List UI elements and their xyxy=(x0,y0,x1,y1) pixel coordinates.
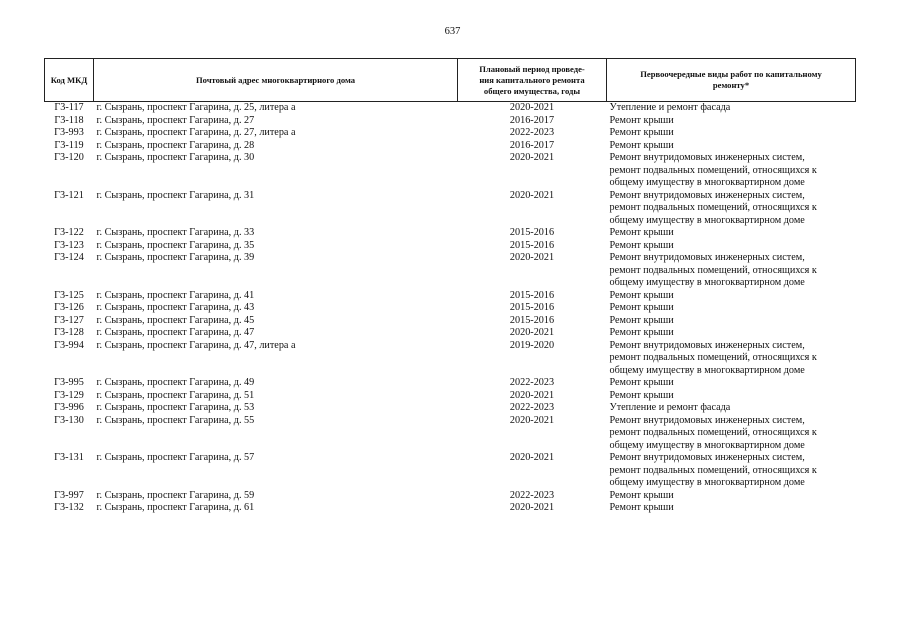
cell-works xyxy=(607,452,856,490)
table-row xyxy=(45,140,856,153)
cell-code: Г3-994 xyxy=(54,339,84,351)
table-row xyxy=(45,452,856,490)
cell-code: Г3-997 xyxy=(54,489,84,501)
cell-address: г. Сызрань, проспект Гагарина, д. 43 xyxy=(96,302,255,313)
cell-works xyxy=(607,302,856,315)
cell-code: Г3-132 xyxy=(54,502,84,513)
cell-works xyxy=(607,127,856,140)
table-body xyxy=(45,102,856,515)
cell-address: г. Сызрань, проспект Гагарина, д. 47 xyxy=(96,327,255,338)
works-text: Ремонт крыши xyxy=(609,139,674,151)
cell-period: 2015-2016 xyxy=(509,239,555,251)
cell-address: г. Сызрань, проспект Гагарина, д. 59 xyxy=(96,489,255,501)
cell-works xyxy=(607,415,856,453)
works-text: Ремонт крыши xyxy=(609,289,674,301)
table-row xyxy=(45,340,856,378)
cell-code: Г3-120 xyxy=(54,152,84,163)
works-text: Ремонт крыши xyxy=(609,302,674,313)
cell-address: г. Сызрань, проспект Гагарина, д. 61 xyxy=(96,502,255,513)
table-row xyxy=(45,327,856,340)
cell-code: Г3-126 xyxy=(54,302,84,313)
cell-address: г. Сызрань, проспект Гагарина, д. 39 xyxy=(96,252,255,263)
works-text: Ремонт крыши xyxy=(609,389,674,401)
table-row xyxy=(45,290,856,303)
cell-address: г. Сызрань, проспект Гагарина, д. 51 xyxy=(96,389,255,401)
table-header xyxy=(45,59,856,102)
cell-period: 2016-2017 xyxy=(509,139,555,151)
table-row xyxy=(45,302,856,315)
cell-code: Г3-128 xyxy=(54,327,84,338)
cell-works xyxy=(607,115,856,128)
works-text: Ремонт крыши xyxy=(609,327,674,338)
header-address: Почтовый адрес многоквартирного дома xyxy=(94,59,458,102)
cell-period: 2020-2021 xyxy=(509,102,555,113)
cell-code: Г3-995 xyxy=(54,377,84,388)
cell-period: 2020-2021 xyxy=(509,327,555,338)
cell-works xyxy=(607,240,856,253)
cell-code: Г3-996 xyxy=(54,402,84,413)
cell-works xyxy=(607,340,856,378)
table-row xyxy=(45,102,856,115)
works-text: Ремонт крыши xyxy=(609,314,674,326)
cell-address: г. Сызрань, проспект Гагарина, д. 47, литера а xyxy=(96,339,296,351)
cell-works xyxy=(607,290,856,303)
table-row xyxy=(45,240,856,253)
cell-period: 2022-2023 xyxy=(509,402,555,413)
works-text: Ремонт внутридомовых инженерных систем, ремонт подвальных помещений, относящихся к общему имуществу в многоквартирном доме xyxy=(609,152,817,188)
cell-address: г. Сызрань, проспект Гагарина, д. 27 xyxy=(96,114,255,126)
table-row xyxy=(45,252,856,290)
cell-address: г. Сызрань, проспект Гагарина, д. 55 xyxy=(96,414,255,426)
cell-works xyxy=(607,402,856,415)
cell-works xyxy=(607,327,856,340)
table-row xyxy=(45,127,856,140)
table-row xyxy=(45,315,856,328)
table-row xyxy=(45,377,856,390)
cell-address: г. Сызрань, проспект Гагарина, д. 35 xyxy=(96,239,255,251)
cell-period: 2020-2021 xyxy=(509,502,555,513)
cell-period: 2015-2016 xyxy=(509,289,555,301)
cell-code: Г3-121 xyxy=(54,189,84,201)
header-code: Код МКД xyxy=(45,59,94,102)
table-header-row xyxy=(45,59,856,102)
cell-works xyxy=(607,315,856,328)
cell-period: 2020-2021 xyxy=(509,189,555,201)
cell-address: г. Сызрань, проспект Гагарина, д. 49 xyxy=(96,377,255,388)
works-text: Ремонт крыши xyxy=(609,127,674,138)
cell-address: г. Сызрань, проспект Гагарина, д. 45 xyxy=(96,314,255,326)
cell-works xyxy=(607,390,856,403)
cell-works xyxy=(607,252,856,290)
cell-code: Г3-131 xyxy=(54,452,84,463)
cell-code: Г3-127 xyxy=(54,314,84,326)
works-text: Утепление и ремонт фасада xyxy=(609,402,731,413)
cell-period: 2020-2021 xyxy=(509,414,555,426)
works-text: Ремонт крыши xyxy=(609,502,674,513)
cell-address: г. Сызрань, проспект Гагарина, д. 57 xyxy=(96,452,255,463)
cell-period: 2022-2023 xyxy=(509,127,555,138)
cell-works xyxy=(607,490,856,503)
cell-address: г. Сызрань, проспект Гагарина, д. 41 xyxy=(96,289,255,301)
table-row xyxy=(45,502,856,515)
works-text: Ремонт внутридомовых инженерных систем, ремонт подвальных помещений, относящихся к общему имуществу в многоквартирном доме xyxy=(609,189,817,226)
cell-period: 2019-2020 xyxy=(509,339,555,351)
table-row xyxy=(45,402,856,415)
cell-period: 2020-2021 xyxy=(509,152,555,163)
table-row xyxy=(45,152,856,190)
cell-address: г. Сызрань, проспект Гагарина, д. 28 xyxy=(96,139,255,151)
cell-code: Г3-122 xyxy=(54,227,84,238)
cell-works xyxy=(607,140,856,153)
cell-works xyxy=(607,502,856,515)
cell-works xyxy=(607,227,856,240)
cell-works xyxy=(607,152,856,190)
cell-code: Г3-119 xyxy=(54,139,84,151)
works-text: Ремонт крыши xyxy=(609,114,674,126)
cell-code: Г3-129 xyxy=(54,389,84,401)
table-row xyxy=(45,390,856,403)
cell-period: 2020-2021 xyxy=(509,452,555,463)
cell-code: Г3-117 xyxy=(54,102,84,113)
works-text: Ремонт внутридомовых инженерных систем, ремонт подвальных помещений, относящихся к общему имуществу в многоквартирном доме xyxy=(609,339,817,376)
cell-address: г. Сызрань, проспект Гагарина, д. 53 xyxy=(96,402,255,413)
cell-period: 2020-2021 xyxy=(509,389,555,401)
cell-code: Г3-125 xyxy=(54,289,84,301)
cell-code: Г3-118 xyxy=(54,114,84,126)
cell-address: г. Сызрань, проспект Гагарина, д. 25, литера а xyxy=(96,102,296,113)
table-row xyxy=(45,115,856,128)
cell-period: 2015-2016 xyxy=(509,227,555,238)
works-text: Утепление и ремонт фасада xyxy=(609,102,731,113)
capital-repair-table-container xyxy=(44,58,855,515)
cell-address: г. Сызрань, проспект Гагарина, д. 27, литера а xyxy=(96,127,296,138)
works-text: Ремонт внутридомовых инженерных систем, ремонт подвальных помещений, относящихся к общему имуществу в многоквартирном доме xyxy=(609,452,817,488)
works-text: Ремонт внутридомовых инженерных систем, ремонт подвальных помещений, относящихся к общему имуществу в многоквартирном доме xyxy=(609,414,817,451)
cell-period: 2016-2017 xyxy=(509,114,555,126)
cell-code: Г3-130 xyxy=(54,414,84,426)
cell-works xyxy=(607,102,856,115)
table-row xyxy=(45,490,856,503)
table-row xyxy=(45,415,856,453)
works-text: Ремонт крыши xyxy=(609,489,674,501)
capital-repair-table xyxy=(44,58,856,515)
cell-period: 2020-2021 xyxy=(509,252,555,263)
page-number: 637 xyxy=(444,26,461,37)
cell-period: 2022-2023 xyxy=(509,377,555,388)
cell-period: 2015-2016 xyxy=(509,314,555,326)
cell-address: г. Сызрань, проспект Гагарина, д. 31 xyxy=(96,189,255,201)
header-works: Первоочередные виды работ по капитальному ремонту* xyxy=(607,59,856,102)
works-text: Ремонт внутридомовых инженерных систем, ремонт подвальных помещений, относящихся к общему имуществу в многоквартирном доме xyxy=(609,252,817,288)
table-row xyxy=(45,190,856,228)
works-text: Ремонт крыши xyxy=(609,239,674,251)
cell-period: 2015-2016 xyxy=(509,302,555,313)
cell-address: г. Сызрань, проспект Гагарина, д. 30 xyxy=(96,152,255,163)
header-period: Плановый период проведе- ния капитального ремонта общего имущества, годы xyxy=(458,59,607,102)
cell-works xyxy=(607,190,856,228)
cell-code: Г3-993 xyxy=(54,127,84,138)
table-row xyxy=(45,227,856,240)
works-text: Ремонт крыши xyxy=(609,377,674,388)
cell-address: г. Сызрань, проспект Гагарина, д. 33 xyxy=(96,227,255,238)
cell-period: 2022-2023 xyxy=(509,489,555,501)
cell-code: Г3-124 xyxy=(54,252,84,263)
cell-works xyxy=(607,377,856,390)
cell-code: Г3-123 xyxy=(54,239,84,251)
works-text: Ремонт крыши xyxy=(609,227,674,238)
